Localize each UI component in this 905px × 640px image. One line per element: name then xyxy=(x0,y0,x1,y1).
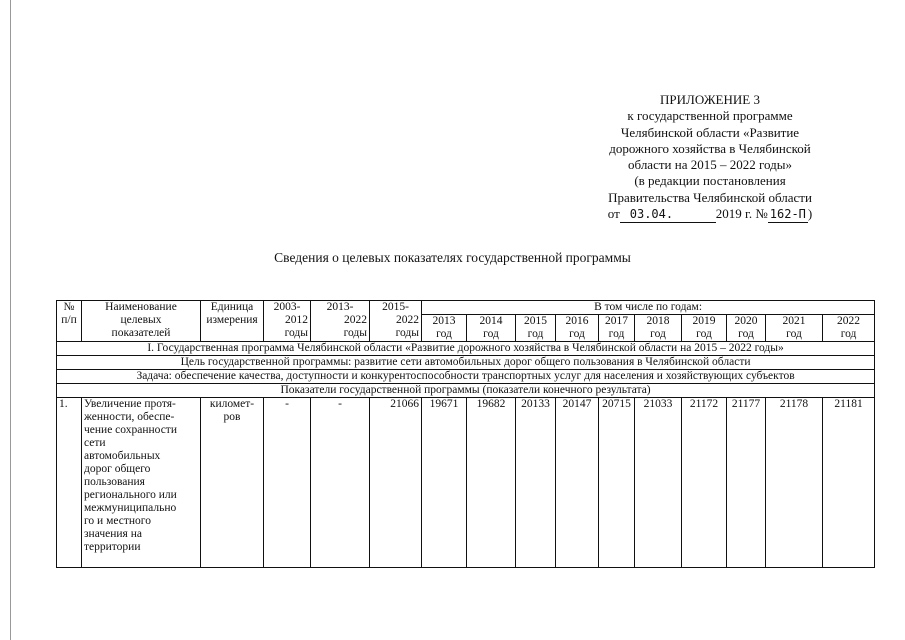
header-text: 2003- xyxy=(273,301,301,313)
section-row xyxy=(57,370,875,384)
row-name-line: дорог общего xyxy=(84,463,151,475)
header-text: 2017 xyxy=(605,315,628,327)
header-text: целевых xyxy=(120,314,162,326)
annex-line: области на 2015 – 2022 годы» xyxy=(628,157,792,173)
row-indicator-name xyxy=(82,398,201,568)
row-name-line: пользования xyxy=(84,476,145,488)
header-row-1 xyxy=(57,301,875,315)
row-name-line: регионального или xyxy=(84,489,177,501)
row-name-line: женности, обеспе- xyxy=(84,411,175,423)
header-text: Наименование xyxy=(105,301,177,313)
header-year xyxy=(727,315,766,342)
row-year-value: 21172 xyxy=(682,398,727,568)
header-year xyxy=(682,315,727,342)
row-value-2003-2012: - xyxy=(264,398,311,568)
header-text: год xyxy=(483,328,499,340)
row-year-value: 21177 xyxy=(727,398,766,568)
annex-date-line xyxy=(560,206,860,223)
header-by-year: В том числе по годам: xyxy=(422,301,875,315)
header-text: 2022 xyxy=(837,315,861,327)
header-text: 2016 xyxy=(565,315,589,327)
row-year-value: 20715 xyxy=(599,398,635,568)
header-year xyxy=(599,315,635,342)
header-name xyxy=(82,301,201,342)
row-year-value: 19671 xyxy=(422,398,467,568)
section-row xyxy=(57,384,875,398)
header-text: год xyxy=(436,328,452,340)
header-period-2015-2022 xyxy=(370,301,422,342)
row-unit-line: километ- xyxy=(209,398,255,410)
annex-line: Челябинской области «Развитие xyxy=(620,124,800,140)
header-text: показателей xyxy=(111,327,171,339)
row-year-value: 20147 xyxy=(556,398,599,568)
annex-close-paren: ) xyxy=(807,206,813,222)
annex-line: Правительства Челябинской области xyxy=(608,189,812,205)
header-text: 2018 xyxy=(646,315,670,327)
row-unit-line: ров xyxy=(223,411,241,423)
row-value-2013-2022: - xyxy=(311,398,370,568)
row-value-2015-2022: 21066 xyxy=(370,398,422,568)
header-text: 2014 xyxy=(479,315,503,327)
row-unit xyxy=(201,398,264,568)
annex-line: (в редакции постановления xyxy=(634,173,786,189)
annex-line: ПРИЛОЖЕНИЕ 3 xyxy=(660,92,760,107)
header-year xyxy=(556,315,599,342)
header-text: год xyxy=(650,328,666,340)
header-text: годы xyxy=(343,327,367,339)
row-year-value: 19682 xyxy=(467,398,516,568)
section-goal: Цель государственной программы: развитие сети автомобильных дорог общего пользования в Челябинской области xyxy=(57,356,875,370)
row-name-line: значения на xyxy=(84,528,142,540)
row-name-line: автомобильных xyxy=(84,450,161,462)
header-text: 2021 xyxy=(782,315,806,327)
header-text: 2019 xyxy=(692,315,716,327)
section-row xyxy=(57,342,875,356)
header-unit xyxy=(201,301,264,342)
header-text: год xyxy=(786,328,802,340)
annex-date-value: 03.04. xyxy=(620,206,716,223)
row-year-value: 21181 xyxy=(823,398,875,568)
annex-line: дорожного хозяйства в Челябинской xyxy=(609,140,811,156)
header-text: 2015- xyxy=(382,301,409,313)
header-text: 2022 xyxy=(396,314,419,326)
row-name-line: Увеличение протя- xyxy=(84,398,176,410)
row-name-line: го и местного xyxy=(84,515,151,527)
header-text: год xyxy=(696,328,712,340)
header-year xyxy=(635,315,682,342)
header-period-2013-2022 xyxy=(311,301,370,342)
section-program: I. Государственная программа Челябинской области «Развитие дорожного хозяйства в Челябинской области на 2015 – 2022 годы» xyxy=(57,342,875,356)
row-name-line: межмуниципально xyxy=(84,502,177,514)
row-name-line: сети xyxy=(84,437,106,449)
annex-line: к государственной программе xyxy=(627,108,793,124)
header-text: год xyxy=(738,328,754,340)
table-row xyxy=(57,398,875,568)
annex-from-prefix: от xyxy=(607,206,620,222)
header-text: измерения xyxy=(206,314,258,326)
page-edge-line xyxy=(10,0,11,640)
header-year xyxy=(766,315,823,342)
header-text: Единица xyxy=(210,301,254,313)
header-text: 2012 xyxy=(285,314,308,326)
header-text: 2013 xyxy=(432,315,456,327)
header-text: 2015 xyxy=(524,315,547,327)
section-row xyxy=(57,356,875,370)
section-task: Задача: обеспечение качества, доступности и конкурентоспособности транспортных услуг для населения и хозяйствующих субъектов xyxy=(57,370,875,384)
header-year xyxy=(823,315,875,342)
indicators-table xyxy=(56,300,875,568)
header-text: 2020 xyxy=(734,315,758,327)
header-text: годы xyxy=(284,327,308,339)
header-text: год xyxy=(527,328,544,340)
header-text: 2022 xyxy=(344,314,367,326)
header-year xyxy=(516,315,556,342)
header-text: год xyxy=(840,328,857,340)
row-name-line: территории xyxy=(84,541,141,553)
row-name-line: чение сохранности xyxy=(84,424,177,436)
header-text: п/п xyxy=(61,314,77,326)
section-indicators: Показатели государственной программы (показатели конечного результата) xyxy=(57,384,875,398)
header-num xyxy=(57,301,82,342)
header-text: № xyxy=(63,301,75,313)
header-text: год xyxy=(569,328,585,340)
row-year-value: 21033 xyxy=(635,398,682,568)
header-text: 2013- xyxy=(326,301,354,313)
document-title: Сведения о целевых показателях государственной программы xyxy=(274,250,631,265)
annex-number-value: 162-П xyxy=(768,206,808,223)
annex-header xyxy=(560,92,860,223)
header-year xyxy=(422,315,467,342)
row-year-value: 20133 xyxy=(516,398,556,568)
header-text: годы xyxy=(395,327,419,339)
annex-year-text: 2019 г. № xyxy=(715,206,768,222)
header-year xyxy=(467,315,516,342)
header-period-2003-2012 xyxy=(264,301,311,342)
row-year-value: 21178 xyxy=(766,398,823,568)
header-text: год xyxy=(608,328,625,340)
row-num: 1. xyxy=(57,398,82,568)
